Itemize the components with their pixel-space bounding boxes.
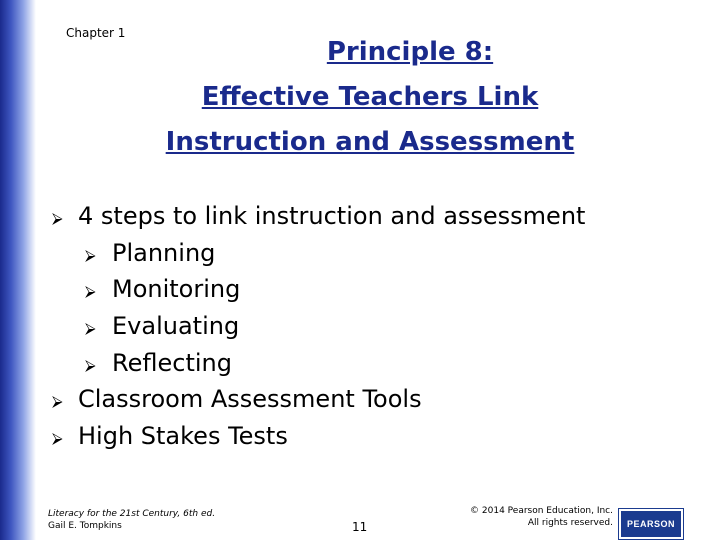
- page-number: 11: [352, 520, 368, 534]
- bullet-item: [52, 418, 672, 455]
- sub-bullet-item: [52, 345, 672, 382]
- bullet-item: [52, 381, 672, 418]
- book-title: Literacy for the 21st Century, 6th ed.: [48, 509, 216, 519]
- arrow-bullet-icon: ⮚: [52, 209, 63, 227]
- sub-bullet-text: Evaluating: [112, 312, 240, 341]
- copyright-text: © 2014 Pearson Education, Inc.: [470, 506, 613, 516]
- arrow-bullet-icon: ⮚: [52, 392, 63, 411]
- arrow-bullet-icon: ⮚: [52, 429, 63, 448]
- copyright-notice: [470, 505, 613, 529]
- bullet-text: Classroom Assessment Tools: [78, 385, 422, 414]
- slide-title: [96, 30, 644, 165]
- bullet-text: 4 steps to link instruction and assessment: [78, 202, 586, 230]
- author-name: Gail E. Tompkins: [48, 521, 122, 531]
- arrow-bullet-icon: ⮚: [85, 355, 96, 374]
- footer-citation: [48, 508, 215, 532]
- sub-bullet-item: [52, 235, 672, 272]
- arrow-bullet-icon: ⮚: [85, 319, 96, 338]
- title-line-1: Principle 8:: [326, 37, 494, 67]
- pearson-logo: PEARSON: [619, 509, 683, 539]
- bullet-list: [52, 198, 672, 455]
- sub-bullet-text: Monitoring: [112, 275, 241, 304]
- sub-bullet-text: Planning: [112, 238, 216, 267]
- chapter-label: Chapter 1: [66, 26, 126, 40]
- sub-bullet-item: [52, 271, 672, 308]
- rights-text: All rights reserved.: [527, 518, 613, 528]
- bullet-item: [52, 198, 672, 235]
- bullet-text: High Stakes Tests: [78, 422, 288, 451]
- sub-bullet-text: Reflecting: [112, 348, 232, 377]
- title-line-3: Instruction and Assessment: [165, 127, 575, 157]
- title-line-2: Effective Teachers Link: [201, 82, 539, 112]
- sidebar-gradient: [0, 0, 36, 540]
- arrow-bullet-icon: ⮚: [85, 245, 96, 264]
- arrow-bullet-icon: ⮚: [85, 282, 96, 301]
- sub-bullet-item: [52, 308, 672, 345]
